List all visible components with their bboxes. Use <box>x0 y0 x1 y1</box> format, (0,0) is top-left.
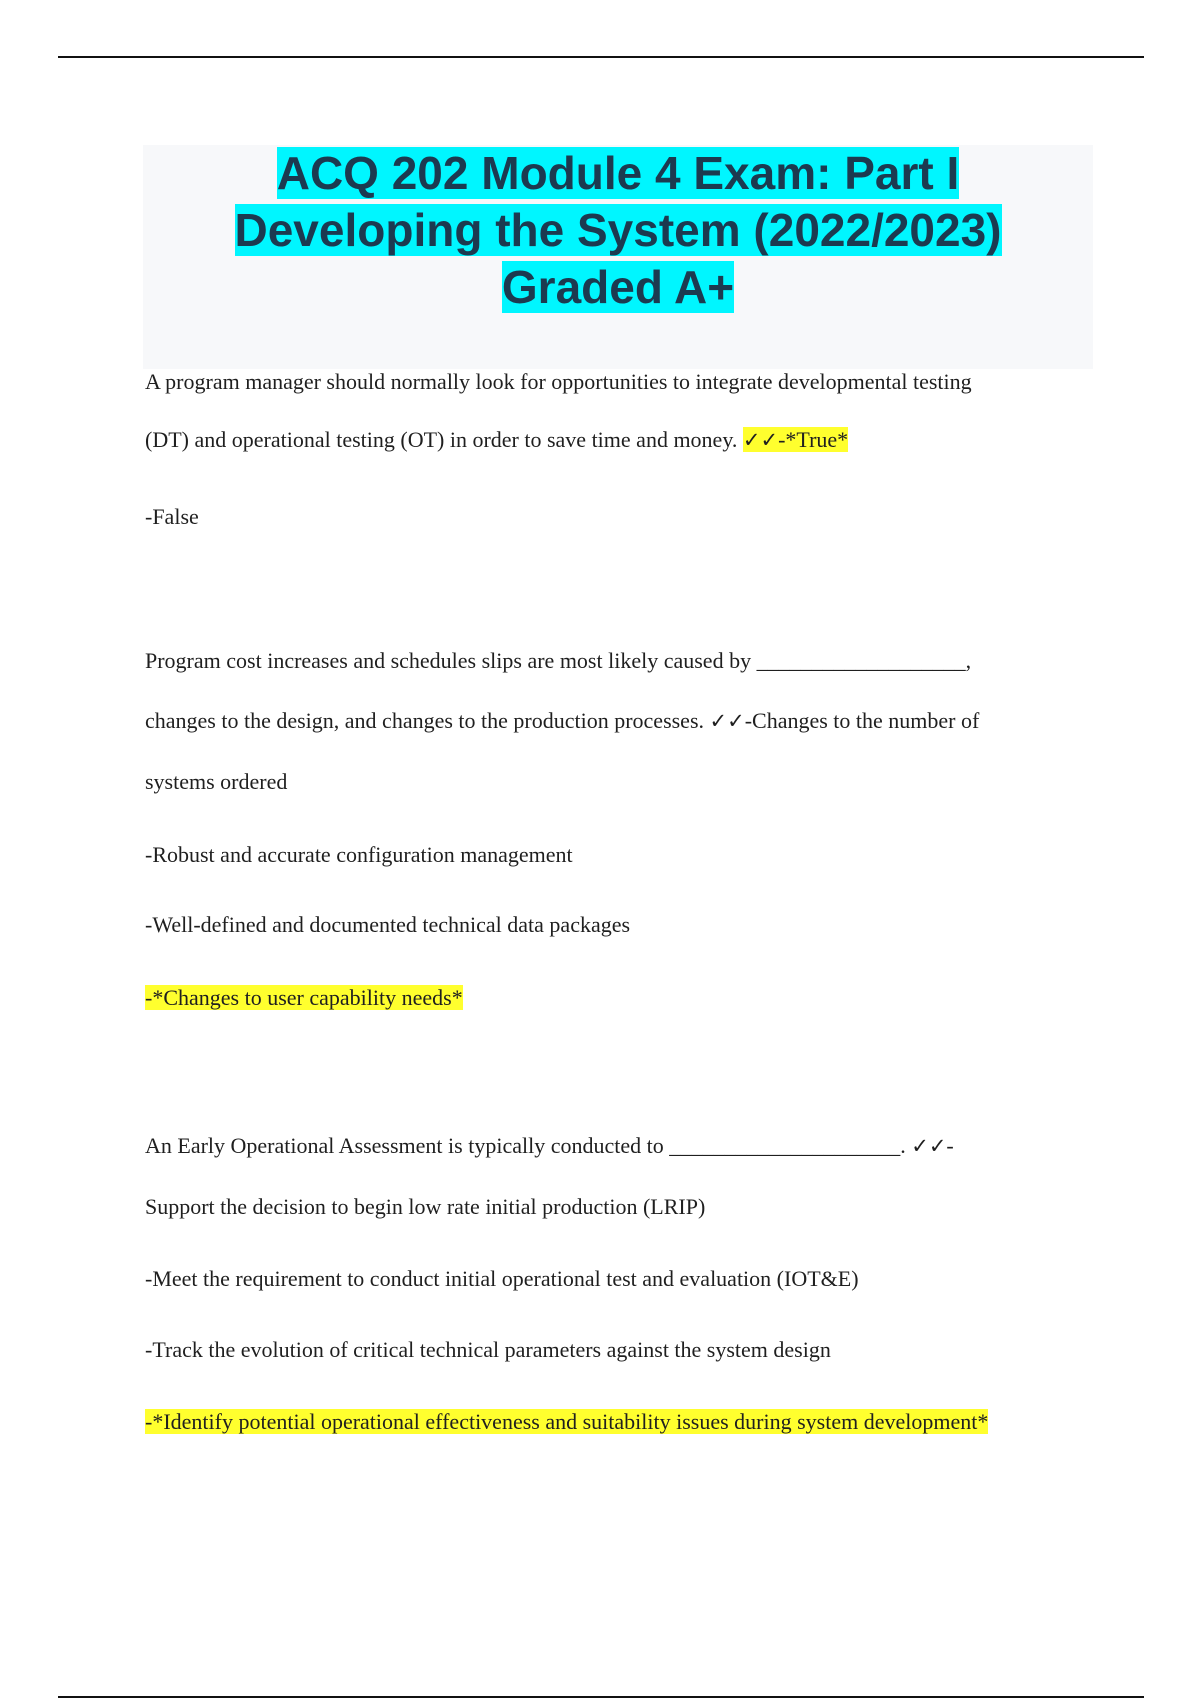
question-1-option-1: -False <box>145 504 199 529</box>
question-3-option-1: -Meet the requirement to conduct initial operational test and evaluation (IOT&E) <box>145 1266 859 1291</box>
question-2-option-2: -Well-defined and documented technical data packages <box>145 912 631 937</box>
check-mark-icon: ✓✓ <box>911 1134 947 1158</box>
question-1-line-1: A program manager should normally look for opportunities to integrate developmental testing <box>145 369 972 394</box>
title-line-3: Graded A+ <box>501 261 735 313</box>
check-mark-icon: ✓✓ <box>709 709 745 733</box>
title-line-1: ACQ 202 Module 4 Exam: Part I <box>276 147 960 199</box>
question-2-answer: -*Changes to user capability needs* <box>145 985 463 1010</box>
question-2-line-3: systems ordered <box>145 769 288 794</box>
question-2-option-1: -Robust and accurate configuration management <box>145 842 573 867</box>
title-line-2: Developing the System (2022/2023) <box>234 204 1002 256</box>
question-3-line-2: Support the decision to begin low rate initial production (LRIP) <box>145 1194 706 1219</box>
page-title <box>143 145 1093 316</box>
question-1-line-2: (DT) and operational testing (OT) in order to save time and money. ✓✓-*True* <box>145 427 849 452</box>
check-mark-icon: ✓✓ <box>742 428 779 452</box>
question-3-option-2: -Track the evolution of critical technical parameters against the system design <box>145 1337 831 1362</box>
question-3-answer: -*Identify potential operational effectiveness and suitability issues during system development* <box>145 1409 989 1434</box>
question-2-line-2: changes to the design, and changes to the production processes. ✓✓-Changes to the number of <box>145 708 980 733</box>
top-rule <box>58 56 1144 58</box>
bottom-rule <box>58 1696 1144 1698</box>
question-3-line-1: An Early Operational Assessment is typically conducted to _____________________. ✓✓- <box>145 1133 954 1158</box>
question-1-answer: ✓✓-*True* <box>742 427 849 452</box>
question-2-line-1: Program cost increases and schedules slips are most likely caused by ___________________, <box>145 648 972 673</box>
